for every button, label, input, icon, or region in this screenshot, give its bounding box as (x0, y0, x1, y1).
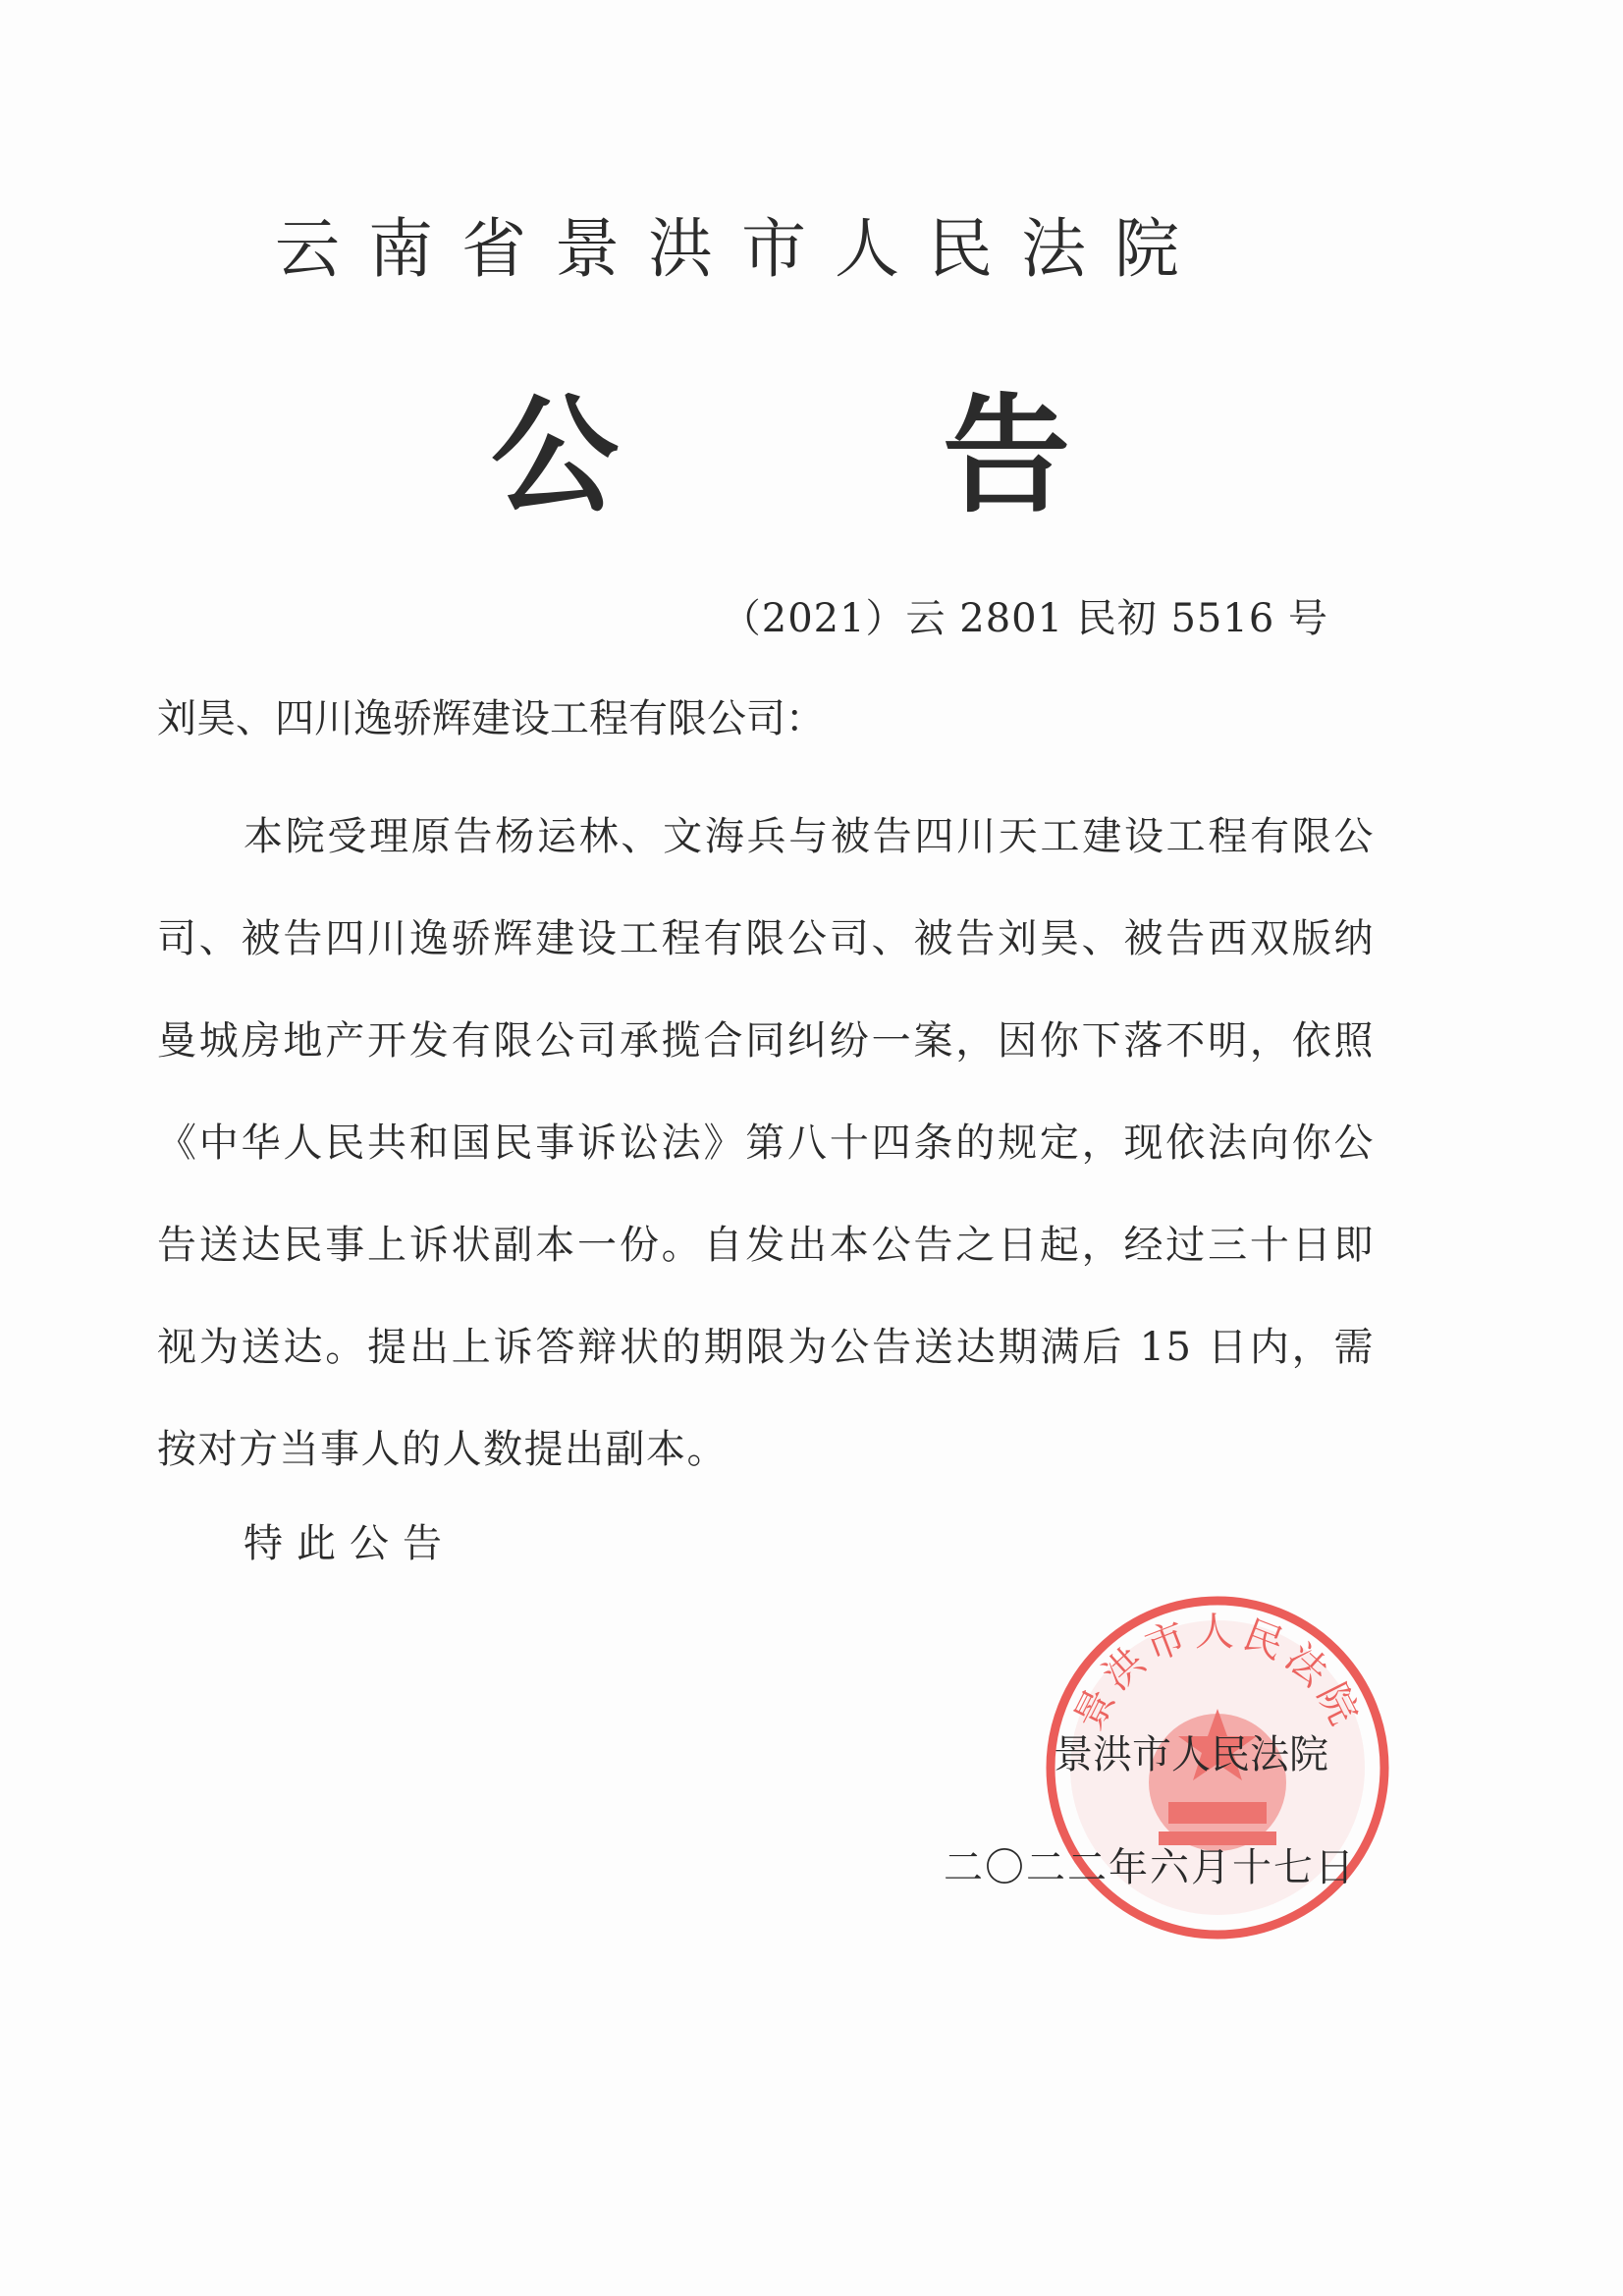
notice-title-char-2: 告 (943, 381, 1071, 530)
signing-court: 景洪市人民法院 (1054, 1732, 1328, 1777)
case-number: （2021）云 2801 民初 5516 号 (721, 596, 1328, 641)
signing-date: 二〇二二年六月十七日 (944, 1845, 1356, 1890)
seal-text: 景洪市人民法院 (1065, 1610, 1370, 1737)
addressee: 刘昊、四川逸骄辉建设工程有限公司： (157, 696, 825, 741)
notice-body: 本院受理原告杨运林、文海兵与被告四川天工建设工程有限公司、被告四川逸骄辉建设工程有限公司、被告刘昊、被告西双版纳曼城房地产开发有限公司承揽合同纠纷一案，因你下落不明，依照《中华人民共和国民事诉讼法》第八十四条的规定，现依法向你公告送达民事上诉状副本一份。自发出本公告之日起，经过三十日即视为送达。提出上诉答辩状的期限为公告送达期满后 15 日内，需按对方当事人的人数提出副本。 (157, 814, 1375, 1472)
notice-title-char-1: 公 (491, 381, 620, 530)
court-name-heading: 云南省景洪市人民法院 (275, 211, 1208, 287)
closing-phrase: 特此公告 (243, 1521, 456, 1566)
notice-title (0, 354, 1623, 530)
